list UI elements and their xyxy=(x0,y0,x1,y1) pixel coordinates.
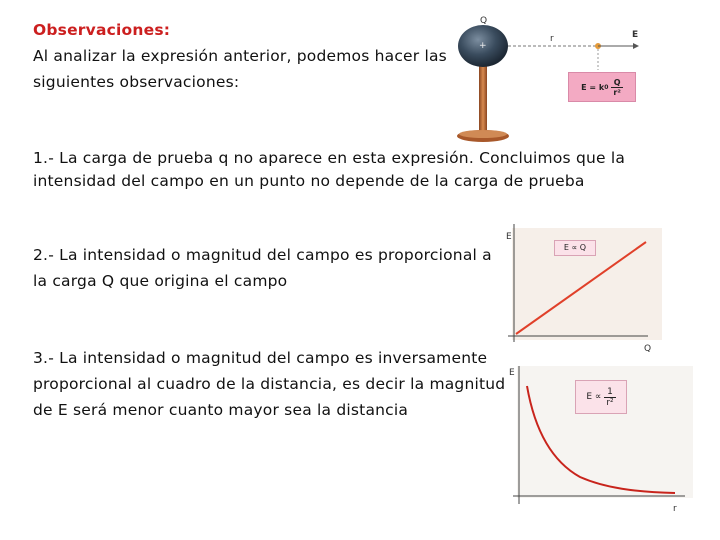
inverse-relation-left: E ∝ xyxy=(586,392,602,402)
formula-den: r² xyxy=(613,87,621,97)
section-heading: Observaciones: xyxy=(33,21,171,39)
charge-label: Q xyxy=(480,16,488,26)
intro-paragraph: Al analizar la expresión anterior, podemos hacer las siguientes observaciones: xyxy=(33,47,447,91)
formula-left: E = k xyxy=(581,82,605,92)
stand-rod xyxy=(479,64,487,134)
linear-relation-graph xyxy=(498,222,668,357)
inverse-y-label: E xyxy=(509,368,515,378)
distance-label: r xyxy=(550,34,554,44)
inverse-x-label: r xyxy=(673,504,677,514)
observation-1: 1.- La carga de prueba q no aparece en esta expresión. Concluimos que la intensidad del campo en un punto no depende de la carga de prueba xyxy=(33,149,626,190)
formula-num: Q xyxy=(611,78,622,88)
field-formula xyxy=(568,72,636,102)
inverse-relation-den: r² xyxy=(606,397,614,408)
observation-2: 2.- La intensidad o magnitud del campo es proporcional a la carga Q que origina el campo xyxy=(33,246,492,290)
inverse-relation-label xyxy=(575,380,627,414)
linear-y-label: E xyxy=(506,232,512,242)
observation-3: 3.- La intensidad o magnitud del campo es inversamente proporcional al cuadro de la distancia, es decir la magnitud de E será menor cuanto mayor sea la distancia xyxy=(33,349,506,419)
inverse-relation-num: 1 xyxy=(604,387,615,398)
inverse-square-graph xyxy=(505,362,695,520)
charge-field-illustration xyxy=(450,12,650,147)
formula-sub: 0 xyxy=(604,83,609,91)
linear-x-label: Q xyxy=(644,344,652,354)
charge-sign: + xyxy=(479,41,487,51)
linear-relation-label: E ∝ Q xyxy=(554,240,596,256)
field-label: E xyxy=(632,30,639,40)
